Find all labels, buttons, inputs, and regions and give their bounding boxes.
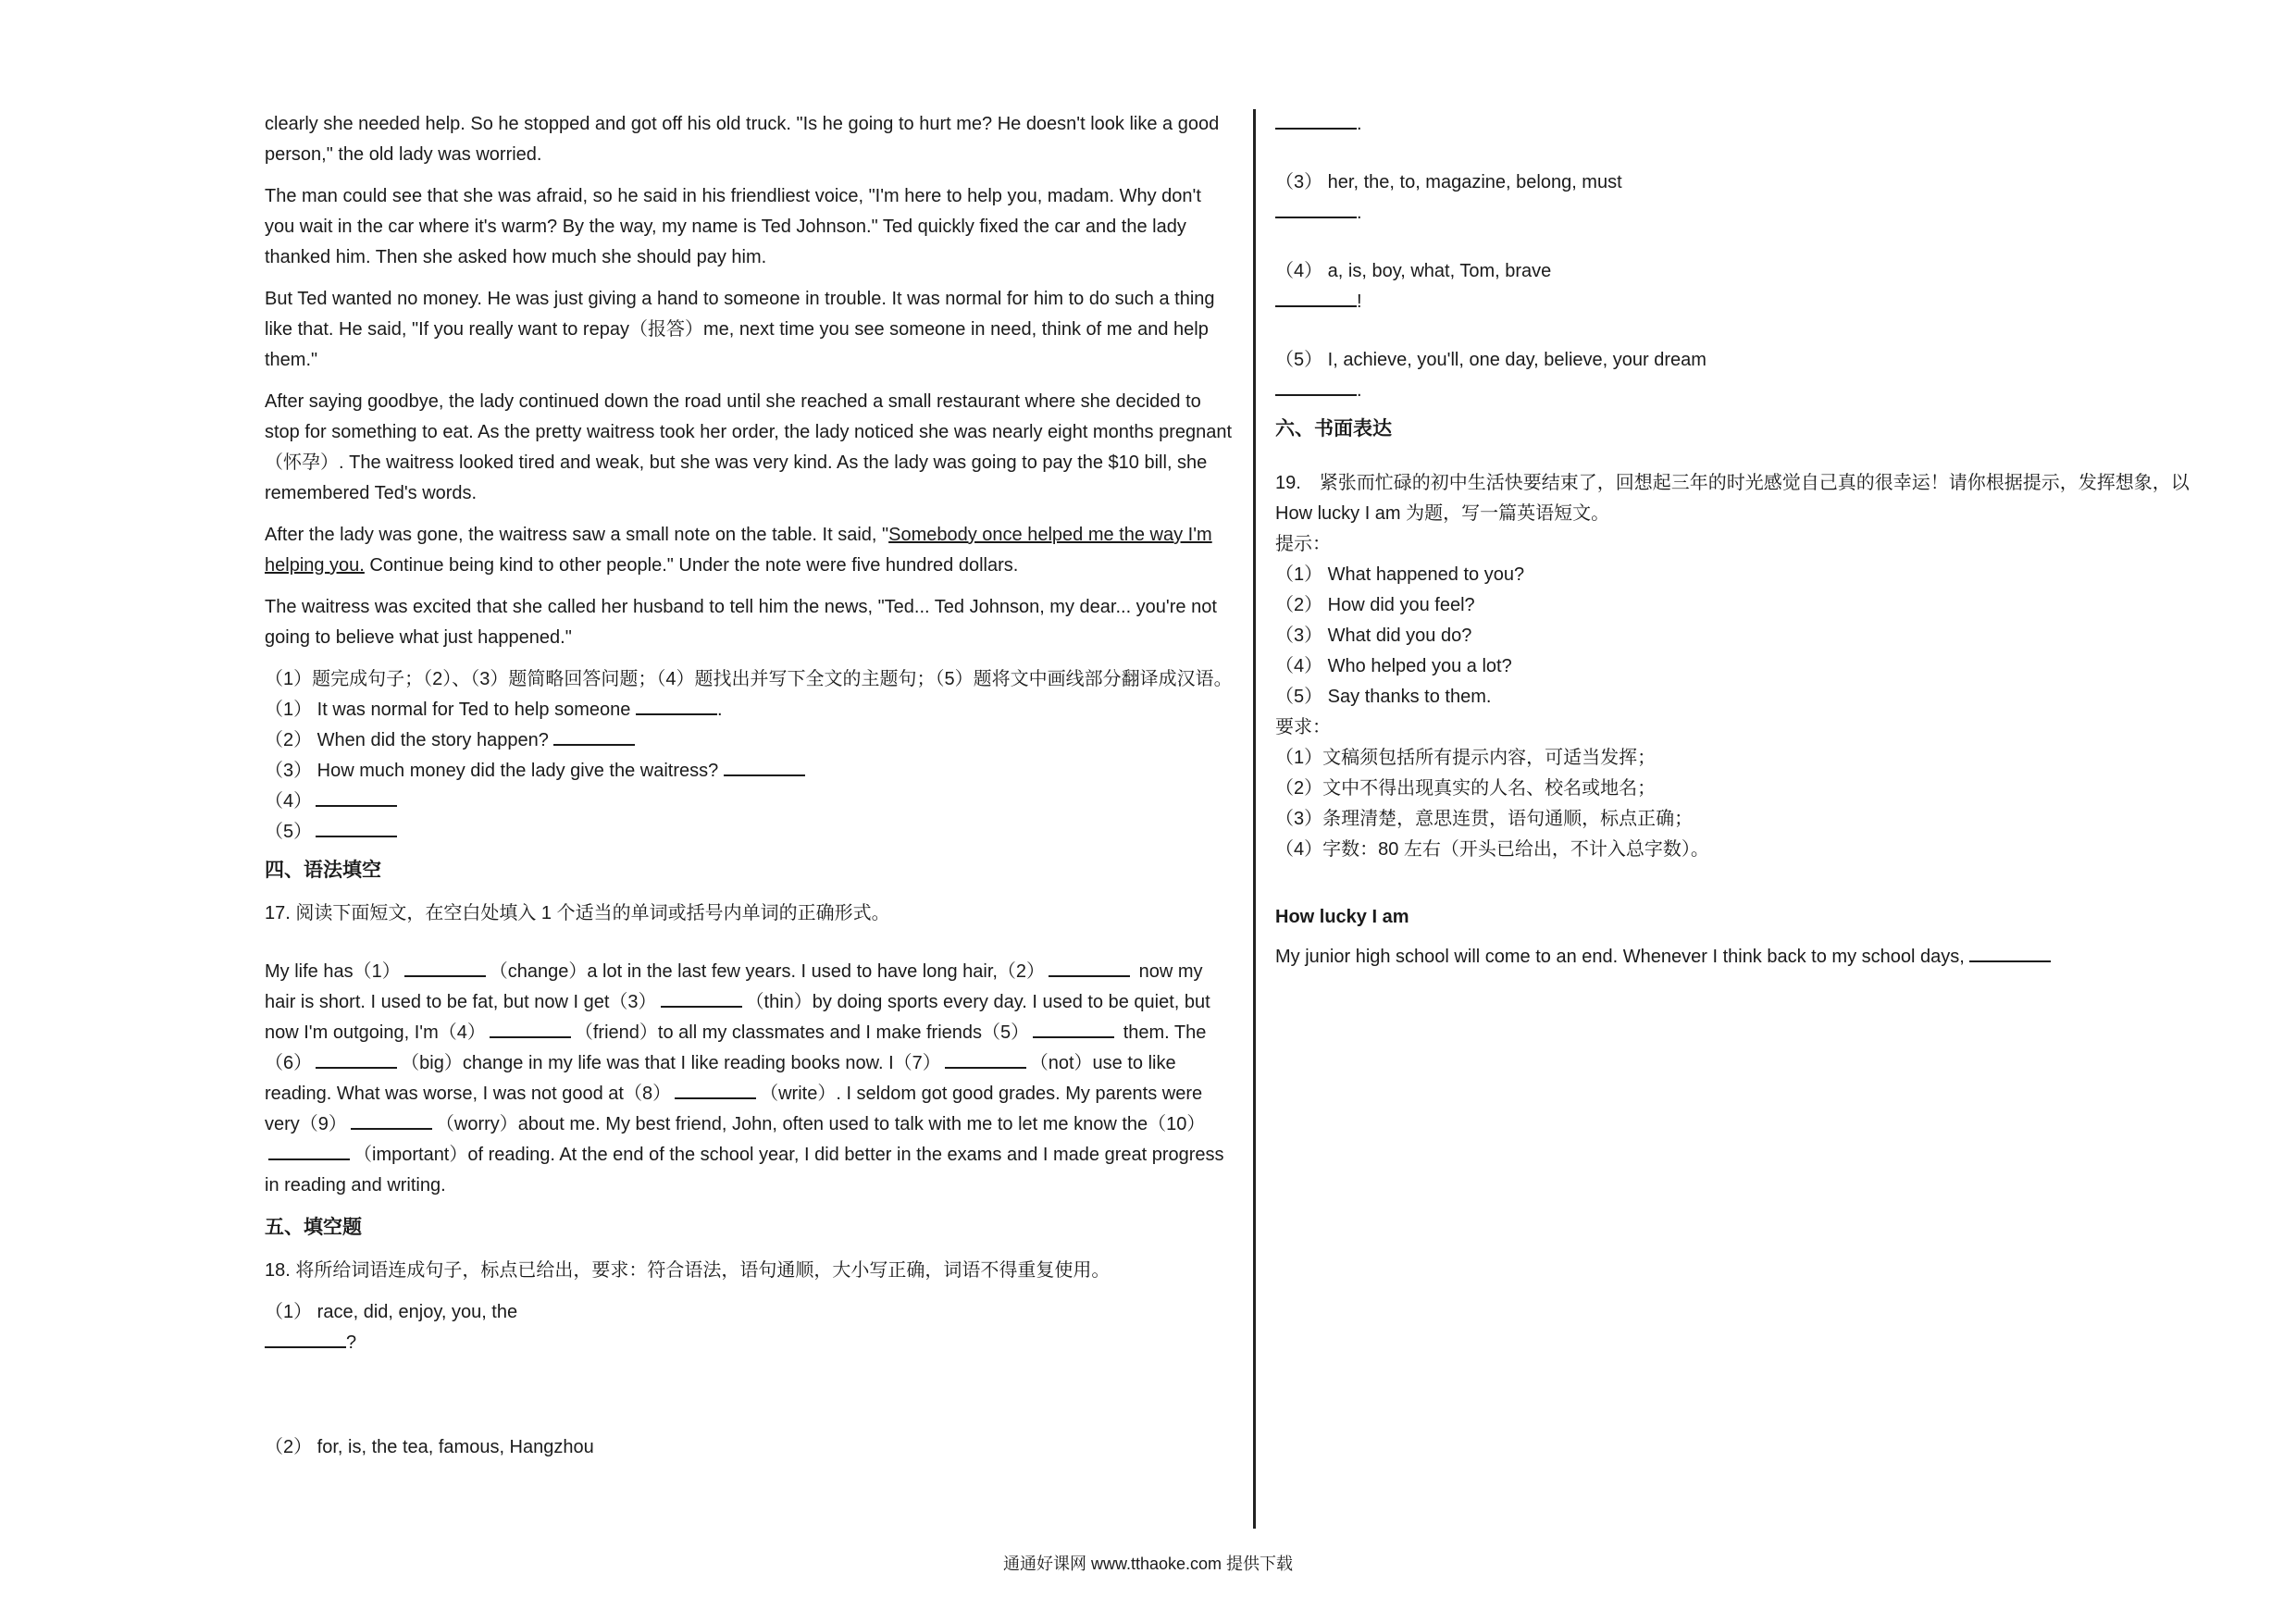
answer-blank[interactable] (1969, 944, 2051, 962)
cloze-passage (265, 957, 1235, 1201)
hint-item: （5） Say thanks to them. (1275, 687, 1492, 707)
question-1 (265, 695, 1235, 725)
answer-blank[interactable] (553, 727, 635, 746)
spacer (1275, 865, 2219, 902)
passage-text: After the lady was gone, the waitress saw a small note on the table. It said, " (265, 525, 889, 545)
question-text: （5） (265, 822, 313, 842)
passage-paragraph: After saying goodbye, the lady continued down the road until she reached a small restaurant where she decided to stop for something to eat. As the pretty waitress took her order, the lady noticed she was nearly eight months pregnant（怀孕）. The waitress looked tired and weak, but she was very kind. As the lady was going to pay the $10 bill, she remembered Ted's words. (265, 391, 1233, 503)
answer-blank[interactable] (1275, 200, 1357, 218)
cloze-blank-6[interactable] (316, 1050, 397, 1069)
answer-blank[interactable] (1275, 289, 1357, 307)
hints-label: 提示： (1275, 534, 1331, 554)
hint-item: （2） How did you feel? (1275, 595, 1475, 615)
cloze-blank-8[interactable] (675, 1081, 756, 1099)
essay-start-text: My junior high school will come to an end. Whenever I think back to my school days, (1275, 947, 1970, 967)
punctuation: . (1357, 203, 1362, 223)
cloze-blank-4[interactable] (490, 1020, 571, 1038)
question-2 (265, 725, 1235, 756)
answer-blank[interactable] (316, 819, 397, 837)
cloze-text: （big）change in my life was that I like reading books now. I（7） (401, 1053, 941, 1073)
cloze-blank-2[interactable] (1049, 959, 1130, 977)
question-18-title: 18. 将所给词语连成句子，标点已给出，要求：符合语法，语句通顺，大小写正确，词语不得重复使用。 (265, 1260, 1111, 1281)
passage-paragraph: But Ted wanted no money. He was just giving a hand to someone in trouble. It was normal for him to do such a thing like that. He said, "If you really want to repay（报答）me, next time you see someone in need, think of me and help them." (265, 289, 1215, 370)
question-18-2: （2） for, is, the tea, famous, Hangzhou (265, 1437, 594, 1457)
punctuation: ? (346, 1332, 357, 1353)
requirement-item: （3）条理清楚，意思连贯，语句通顺，标点正确； (1275, 809, 1694, 829)
page-footer: 通通好课网 www.tthaoke.com 提供下载 (1002, 1555, 1294, 1573)
question-instructions: （1）题完成句子；（2）、（3）题简略回答问题；（4）题找出并写下全文的主题句；（5）题将文中画线部分翻译成汉语。 (265, 669, 1233, 689)
requirements-label: 要求： (1275, 717, 1331, 737)
hint-item: （1） What happened to you? (1275, 564, 1525, 585)
cloze-text: （change）a lot in the last few years. I used to have long hair,（2） (489, 961, 1046, 982)
question-17-title: 17. 阅读下面短文，在空白处填入 1 个适当的单词或括号内单词的正确形式。 (265, 903, 890, 923)
left-column (265, 109, 1235, 1463)
question-text: （2） When did the story happen? (265, 730, 554, 750)
question-4 (265, 787, 1235, 817)
cloze-text: （not）use to like reading. What was worse, I was not good at（8） (265, 1053, 1176, 1104)
punctuation: ! (1357, 291, 1362, 312)
question-18-4: （4） a, is, boy, what, Tom, brave (1275, 261, 1552, 281)
requirement-item: （2）文中不得出现真实的人名、校名或地名； (1275, 778, 1657, 799)
answer-blank[interactable] (316, 788, 397, 807)
section-heading-4: 四、语法填空 (265, 860, 381, 881)
passage-paragraph: clearly she needed help. So he stopped and got off his old truck. "Is he going to hurt me? He doesn't look like a good person," the old lady was worried. (265, 114, 1220, 165)
spacer (1275, 140, 2219, 167)
question-18-1-answer (265, 1328, 1235, 1358)
question-text: （1） It was normal for Ted to help someone (265, 700, 636, 720)
cloze-text: now my hair is short. I used to be fat, but now I get（3） (265, 961, 1203, 1012)
answer-blank[interactable] (636, 697, 717, 715)
spacer (265, 1358, 1235, 1432)
spacer (1275, 933, 2219, 942)
essay-title: How lucky I am (1275, 907, 1409, 927)
cloze-blank-5[interactable] (1033, 1020, 1114, 1038)
question-18-2-answer (1275, 109, 2219, 140)
cloze-blank-3[interactable] (661, 989, 742, 1008)
requirement-item: （4）字数：80 左右（开头已给出，不计入总字数）。 (1275, 839, 1709, 860)
essay-start (1275, 942, 2219, 973)
question-18-3-answer (1275, 198, 2219, 229)
cloze-blank-1[interactable] (404, 959, 486, 977)
spacer (1275, 457, 2219, 468)
question-18-5: （5） I, achieve, you'll, one day, believe, your dream (1275, 350, 1706, 370)
cloze-text: （important）of reading. At the end of the school year, I did better in the exams and I made great progress in reading and writing. (265, 1145, 1224, 1196)
cloze-blank-7[interactable] (945, 1050, 1026, 1069)
section-heading-5: 五、填空题 (265, 1217, 362, 1238)
question-19-title: 19. 紧张而忙碌的初中生活快要结束了，回想起三年的时光感觉自己真的很幸运！请你根据提示，发挥想象，以 How lucky I am 为题，写一篇英语短文。 (1275, 473, 2190, 524)
passage-paragraph (265, 520, 1235, 581)
cloze-text: （friend）to all my classmates and I make friends（5） (574, 1022, 1030, 1043)
question-text: （4） (265, 791, 313, 812)
question-text: （3） How much money did the lady give the waitress? (265, 761, 724, 781)
answer-blank[interactable] (265, 1330, 346, 1348)
requirement-item: （1）文稿须包括所有提示内容，可适当发挥； (1275, 748, 1657, 768)
answer-blank[interactable] (1275, 111, 1357, 130)
question-3 (265, 756, 1235, 787)
section-heading-6: 六、书面表达 (1275, 418, 1392, 440)
question-18-5-answer (1275, 376, 2219, 406)
passage-text: Continue being kind to other people." Under the note were five hundred dollars. (364, 555, 1019, 576)
spacer (265, 929, 1235, 957)
cloze-text: （thin）by doing sports every day. I used to be quiet, but now I'm outgoing, I'm（4） (265, 992, 1210, 1043)
spacer (1275, 229, 2219, 256)
passage-paragraph: The waitress was excited that she called her husband to tell him the news, "Ted... Ted Johnson, my dear... you're not going to believe what just happened." (265, 597, 1217, 648)
punctuation: . (716, 700, 723, 720)
answer-blank[interactable] (1275, 378, 1357, 396)
cloze-text: （worry）about me. My best friend, John, often used to talk with me to let me know the（10） (435, 1114, 1206, 1134)
underlined-sentence: Somebody once helped me the way I'm helping you. (265, 525, 1212, 576)
cloze-text: My life has（1） (265, 961, 401, 982)
column-divider (1253, 109, 1256, 1529)
passage-paragraph: The man could see that she was afraid, so he said in his friendliest voice, "I'm here to help you, madam. Why don't you wait in the car where it's warm? By the way, my name is Ted Johnson." Ted quickly fixed the car and the lady thanked him. Then she asked how much she should pay him. (265, 186, 1201, 267)
hint-item: （4） Who helped you a lot? (1275, 656, 1512, 676)
cloze-blank-10[interactable] (268, 1142, 350, 1160)
cloze-text: （write）. I seldom got good grades. My parents were very（9） (265, 1084, 1203, 1134)
right-column (1275, 109, 2219, 973)
question-18-3: （3） her, the, to, magazine, belong, must (1275, 172, 1622, 192)
question-18-1: （1） race, did, enjoy, you, the (265, 1302, 518, 1322)
cloze-blank-9[interactable] (351, 1111, 432, 1130)
punctuation: . (1357, 380, 1362, 401)
hint-item: （3） What did you do? (1275, 626, 1472, 646)
question-18-4-answer (1275, 287, 2219, 317)
cloze-text: them. The（6） (265, 1022, 1207, 1073)
question-5 (265, 817, 1235, 848)
spacer (1275, 317, 2219, 345)
punctuation: . (1357, 114, 1362, 134)
answer-blank[interactable] (724, 758, 805, 776)
